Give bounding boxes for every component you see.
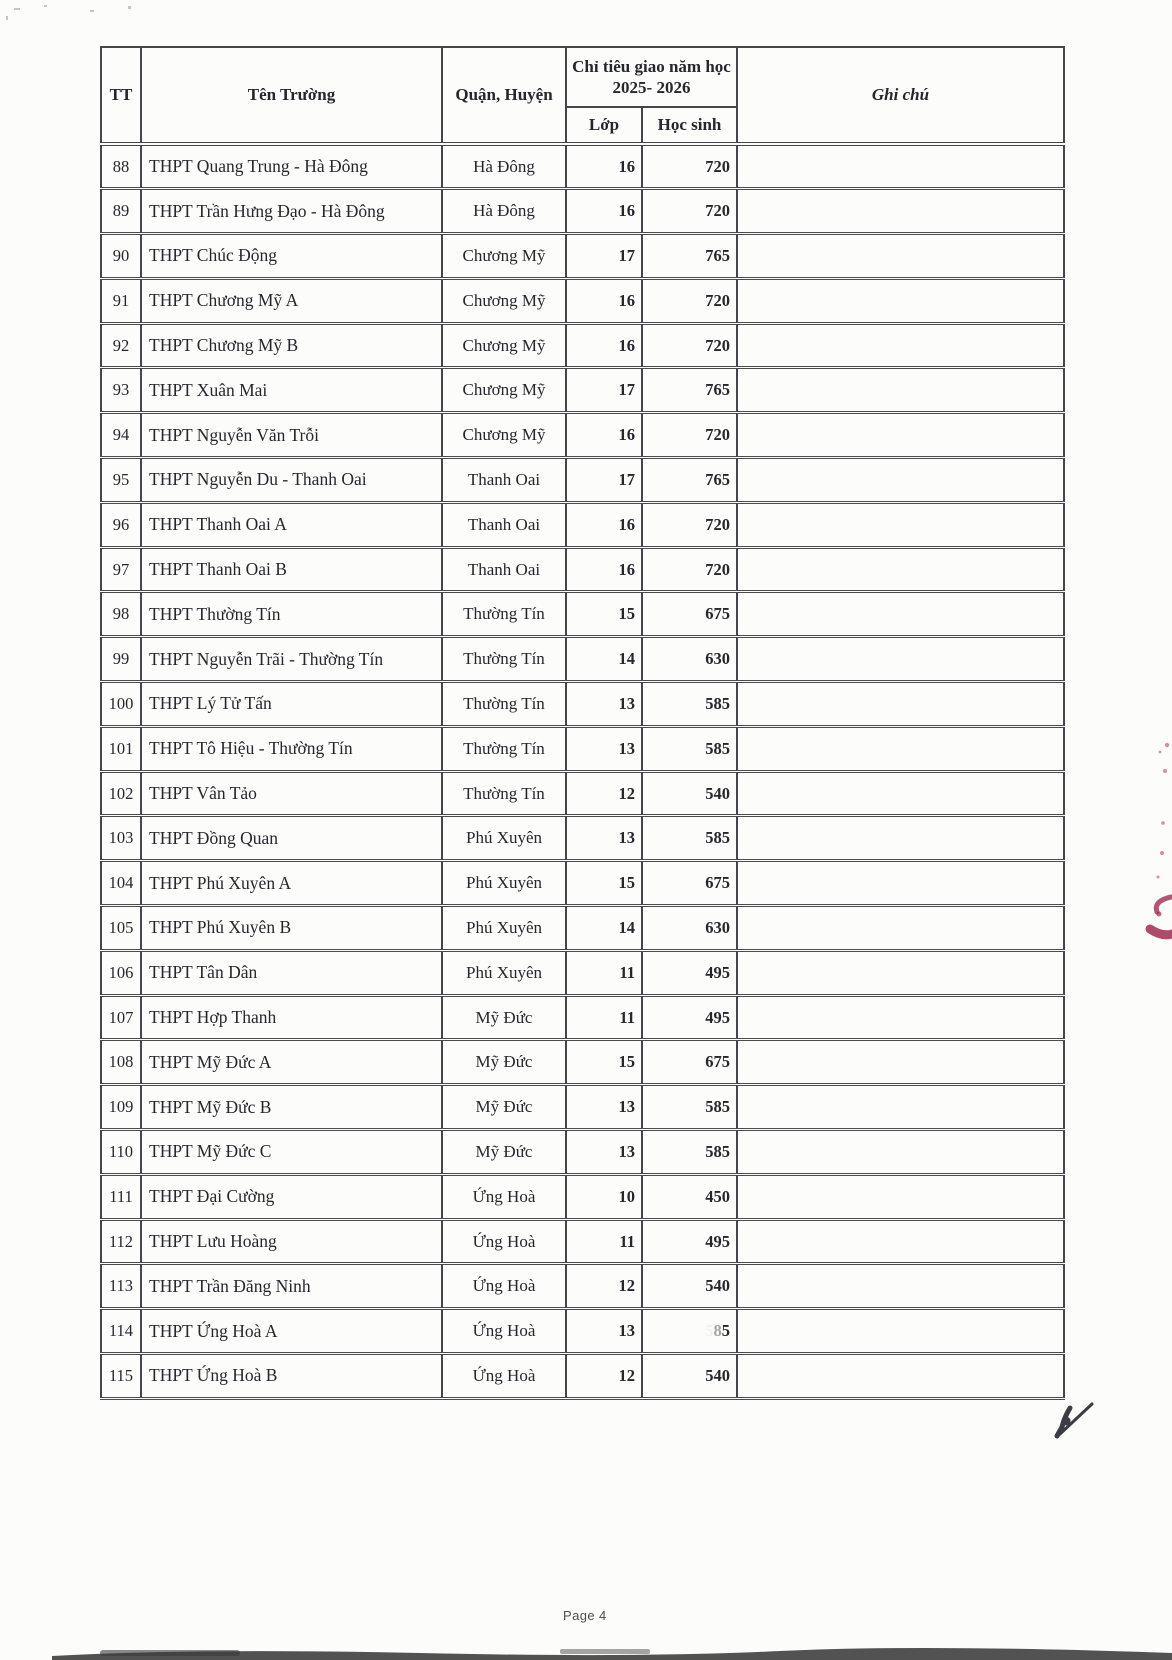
cell-ghi-chu [737,1309,1064,1354]
header-hoc-sinh: Học sinh [642,107,737,144]
table-row [101,1354,1064,1399]
cell-hoc-sinh: 495 [642,950,737,995]
cell-tt: 94 [101,413,141,458]
header-tt: TT [101,47,141,144]
header-quan-huyen: Quận, Huyện [442,47,566,144]
table-row [101,682,1064,727]
cell-ten-truong: THPT Nguyễn Du - Thanh Oai [141,458,442,503]
cell-ghi-chu [737,144,1064,189]
cell-lop: 17 [566,234,642,279]
cell-tt: 90 [101,234,141,279]
cell-lop: 16 [566,547,642,592]
cell-ten-truong: THPT Phú Xuyên B [141,906,442,951]
table-row [101,1309,1064,1354]
table-row [101,995,1064,1040]
cell-ten-truong: THPT Phú Xuyên A [141,861,442,906]
cell-quan-huyen: Thanh Oai [442,502,566,547]
table-row [101,861,1064,906]
cell-tt: 98 [101,592,141,637]
table-row [101,323,1064,368]
cell-quan-huyen: Ứng Hoà [442,1219,566,1264]
cell-quan-huyen: Thường Tín [442,637,566,682]
cell-tt: 100 [101,682,141,727]
cell-quan-huyen: Mỹ Đức [442,995,566,1040]
cell-lop: 16 [566,278,642,323]
cell-quan-huyen: Thường Tín [442,771,566,816]
cell-quan-huyen: Mỹ Đức [442,1130,566,1175]
table-row [101,592,1064,637]
table-row [101,1085,1064,1130]
cell-ten-truong: THPT Ứng Hoà A [141,1309,442,1354]
cell-quan-huyen: Hà Đông [442,189,566,234]
cell-ten-truong: THPT Đại Cường [141,1174,442,1219]
cell-lop: 16 [566,189,642,234]
cell-ten-truong: THPT Tân Dân [141,950,442,995]
school-quota-table [100,46,1065,1400]
cell-quan-huyen: Phú Xuyên [442,861,566,906]
cell-quan-huyen: Ứng Hoà [442,1354,566,1399]
cell-ghi-chu [737,1174,1064,1219]
cell-ten-truong: THPT Nguyễn Trãi - Thường Tín [141,637,442,682]
cell-lop: 16 [566,144,642,189]
cell-quan-huyen: Chương Mỹ [442,368,566,413]
cell-hoc-sinh: 585 [642,816,737,861]
cell-ghi-chu [737,861,1064,906]
cell-hoc-sinh: 540 [642,1264,737,1309]
cell-tt: 93 [101,368,141,413]
cell-ghi-chu [737,1085,1064,1130]
cell-hoc-sinh: 765 [642,234,737,279]
cell-tt: 111 [101,1174,141,1219]
cell-quan-huyen: Mỹ Đức [442,1040,566,1085]
cell-hoc-sinh: 675 [642,861,737,906]
cell-ten-truong: THPT Tô Hiệu - Thường Tín [141,726,442,771]
cell-ten-truong: THPT Mỹ Đức A [141,1040,442,1085]
cell-hoc-sinh: 585 [642,726,737,771]
cell-ghi-chu [737,592,1064,637]
cell-quan-huyen: Chương Mỹ [442,234,566,279]
cell-hoc-sinh: 720 [642,278,737,323]
cell-ten-truong: THPT Chương Mỹ B [141,323,442,368]
cell-ten-truong: THPT Trần Đăng Ninh [141,1264,442,1309]
cell-ten-truong: THPT Chương Mỹ A [141,278,442,323]
cell-quan-huyen: Thanh Oai [442,458,566,503]
cell-lop: 11 [566,1219,642,1264]
cell-hoc-sinh: 765 [642,458,737,503]
cell-quan-huyen: Chương Mỹ [442,413,566,458]
cell-tt: 89 [101,189,141,234]
cell-ten-truong: THPT Chúc Động [141,234,442,279]
cell-hoc-sinh: 720 [642,144,737,189]
cell-ghi-chu [737,502,1064,547]
table-row [101,1264,1064,1309]
cell-quan-huyen: Chương Mỹ [442,278,566,323]
cell-tt: 114 [101,1309,141,1354]
cell-quan-huyen: Hà Đông [442,144,566,189]
cell-hoc-sinh: 540 [642,771,737,816]
cell-hoc-sinh: 585 [642,1085,737,1130]
cell-lop: 16 [566,502,642,547]
cell-hoc-sinh: 495 [642,995,737,1040]
cell-ghi-chu [737,1040,1064,1085]
cell-ghi-chu [737,1219,1064,1264]
cell-lop: 13 [566,1085,642,1130]
cell-quan-huyen: Phú Xuyên [442,906,566,951]
cell-lop: 13 [566,726,642,771]
top-left-specks-artifact [6,5,131,20]
cell-lop: 12 [566,1264,642,1309]
cell-lop: 13 [566,682,642,727]
cell-tt: 88 [101,144,141,189]
cell-lop: 13 [566,1130,642,1175]
table-row [101,368,1064,413]
cell-hoc-sinh: 585 [642,1130,737,1175]
cell-tt: 92 [101,323,141,368]
table-row [101,234,1064,279]
table-row [101,1130,1064,1175]
cell-lop: 14 [566,637,642,682]
cell-tt: 95 [101,458,141,503]
table-body [101,144,1064,1398]
cell-lop: 12 [566,771,642,816]
cell-lop: 11 [566,995,642,1040]
bottom-scan-edge-artifact [52,1648,1172,1660]
cell-tt: 109 [101,1085,141,1130]
table-row [101,1219,1064,1264]
cell-ten-truong: THPT Thanh Oai B [141,547,442,592]
cell-ghi-chu [737,547,1064,592]
cell-tt: 96 [101,502,141,547]
cell-hoc-sinh: 720 [642,323,737,368]
cell-ten-truong: THPT Mỹ Đức C [141,1130,442,1175]
cell-ten-truong: THPT Hợp Thanh [141,995,442,1040]
cell-tt: 102 [101,771,141,816]
cell-ghi-chu [737,950,1064,995]
table-header [101,47,1064,144]
cell-ghi-chu [737,816,1064,861]
cell-ghi-chu [737,1130,1064,1175]
cell-hoc-sinh: 765 [642,368,737,413]
cell-lop: 10 [566,1174,642,1219]
cell-quan-huyen: Thường Tín [442,682,566,727]
cell-lop: 12 [566,1354,642,1399]
cell-ghi-chu [737,458,1064,503]
header-lop: Lớp [566,107,642,144]
cell-ghi-chu [737,995,1064,1040]
cell-lop: 16 [566,413,642,458]
cell-quan-huyen: Ứng Hoà [442,1309,566,1354]
header-ten-truong: Tên Trường [141,47,442,144]
cell-ghi-chu [737,323,1064,368]
cell-lop: 13 [566,816,642,861]
cell-hoc-sinh: 450 [642,1174,737,1219]
cell-ten-truong: THPT Lý Tử Tấn [141,682,442,727]
table-row [101,726,1064,771]
cell-ghi-chu [737,1354,1064,1399]
cell-hoc-sinh: 585 [642,1309,737,1354]
cell-ghi-chu [737,368,1064,413]
cell-ghi-chu [737,906,1064,951]
cell-quan-huyen: Phú Xuyên [442,950,566,995]
cell-hoc-sinh: 720 [642,547,737,592]
cell-lop: 14 [566,906,642,951]
cell-hoc-sinh: 495 [642,1219,737,1264]
table-row [101,816,1064,861]
table-row [101,906,1064,951]
cell-quan-huyen: Chương Mỹ [442,323,566,368]
cell-tt: 103 [101,816,141,861]
cell-hoc-sinh: 630 [642,637,737,682]
cell-ten-truong: THPT Xuân Mai [141,368,442,413]
cell-tt: 91 [101,278,141,323]
cell-quan-huyen: Thường Tín [442,592,566,637]
cell-tt: 113 [101,1264,141,1309]
table-row [101,144,1064,189]
cell-quan-huyen: Thường Tín [442,726,566,771]
cell-hoc-sinh: 675 [642,1040,737,1085]
cell-quan-huyen: Thanh Oai [442,547,566,592]
cell-tt: 105 [101,906,141,951]
cell-hoc-sinh: 720 [642,502,737,547]
cell-ten-truong: THPT Mỹ Đức B [141,1085,442,1130]
cell-lop: 17 [566,458,642,503]
cell-tt: 101 [101,726,141,771]
cell-hoc-sinh: 675 [642,592,737,637]
table-row [101,458,1064,503]
cell-ghi-chu [737,682,1064,727]
cell-ten-truong: THPT Ứng Hoà B [141,1354,442,1399]
cell-hoc-sinh: 585 [642,682,737,727]
cell-hoc-sinh: 540 [642,1354,737,1399]
table-row [101,189,1064,234]
table-row [101,1174,1064,1219]
cell-tt: 112 [101,1219,141,1264]
cell-hoc-sinh: 720 [642,413,737,458]
cell-lop: 15 [566,861,642,906]
cell-ten-truong: THPT Trần Hưng Đạo - Hà Đông [141,189,442,234]
cell-ten-truong: THPT Vân Tảo [141,771,442,816]
cell-ten-truong: THPT Lưu Hoàng [141,1219,442,1264]
cell-tt: 115 [101,1354,141,1399]
cell-tt: 97 [101,547,141,592]
cell-tt: 106 [101,950,141,995]
cell-lop: 15 [566,1040,642,1085]
cell-lop: 11 [566,950,642,995]
page-number: Page 4 [563,1608,607,1623]
table-row [101,547,1064,592]
cell-ghi-chu [737,637,1064,682]
cell-ghi-chu [737,189,1064,234]
cell-tt: 110 [101,1130,141,1175]
cell-tt: 107 [101,995,141,1040]
cell-ghi-chu [737,234,1064,279]
cell-ghi-chu [737,726,1064,771]
table-row [101,502,1064,547]
cell-ghi-chu [737,278,1064,323]
cell-ten-truong: THPT Thanh Oai A [141,502,442,547]
table-row [101,1040,1064,1085]
cell-tt: 104 [101,861,141,906]
header-ghi-chu: Ghi chú [737,47,1064,144]
cell-ten-truong: THPT Đồng Quan [141,816,442,861]
cell-quan-huyen: Phú Xuyên [442,816,566,861]
cell-ten-truong: THPT Nguyễn Văn Trỗi [141,413,442,458]
table-row [101,413,1064,458]
cell-tt: 99 [101,637,141,682]
pen-checkmark-artifact [1057,1404,1092,1436]
cell-lop: 17 [566,368,642,413]
table-row [101,950,1064,995]
table-row [101,771,1064,816]
cell-hoc-sinh: 630 [642,906,737,951]
cell-ghi-chu [737,771,1064,816]
cell-tt: 108 [101,1040,141,1085]
cell-lop: 15 [566,592,642,637]
cell-quan-huyen: Ứng Hoà [442,1264,566,1309]
cell-ghi-chu [737,1264,1064,1309]
cell-ten-truong: THPT Thường Tín [141,592,442,637]
header-chi-tieu: Chỉ tiêu giao năm học 2025- 2026 [566,47,737,107]
table-row [101,637,1064,682]
red-specks-artifact [1157,743,1170,879]
cell-ten-truong: THPT Quang Trung - Hà Đông [141,144,442,189]
cell-quan-huyen: Mỹ Đức [442,1085,566,1130]
red-pen-stroke-artifact [1150,897,1172,935]
cell-hoc-sinh: 720 [642,189,737,234]
cell-lop: 16 [566,323,642,368]
table-row [101,278,1064,323]
cell-ghi-chu [737,413,1064,458]
cell-quan-huyen: Ứng Hoà [442,1174,566,1219]
cell-lop: 13 [566,1309,642,1354]
